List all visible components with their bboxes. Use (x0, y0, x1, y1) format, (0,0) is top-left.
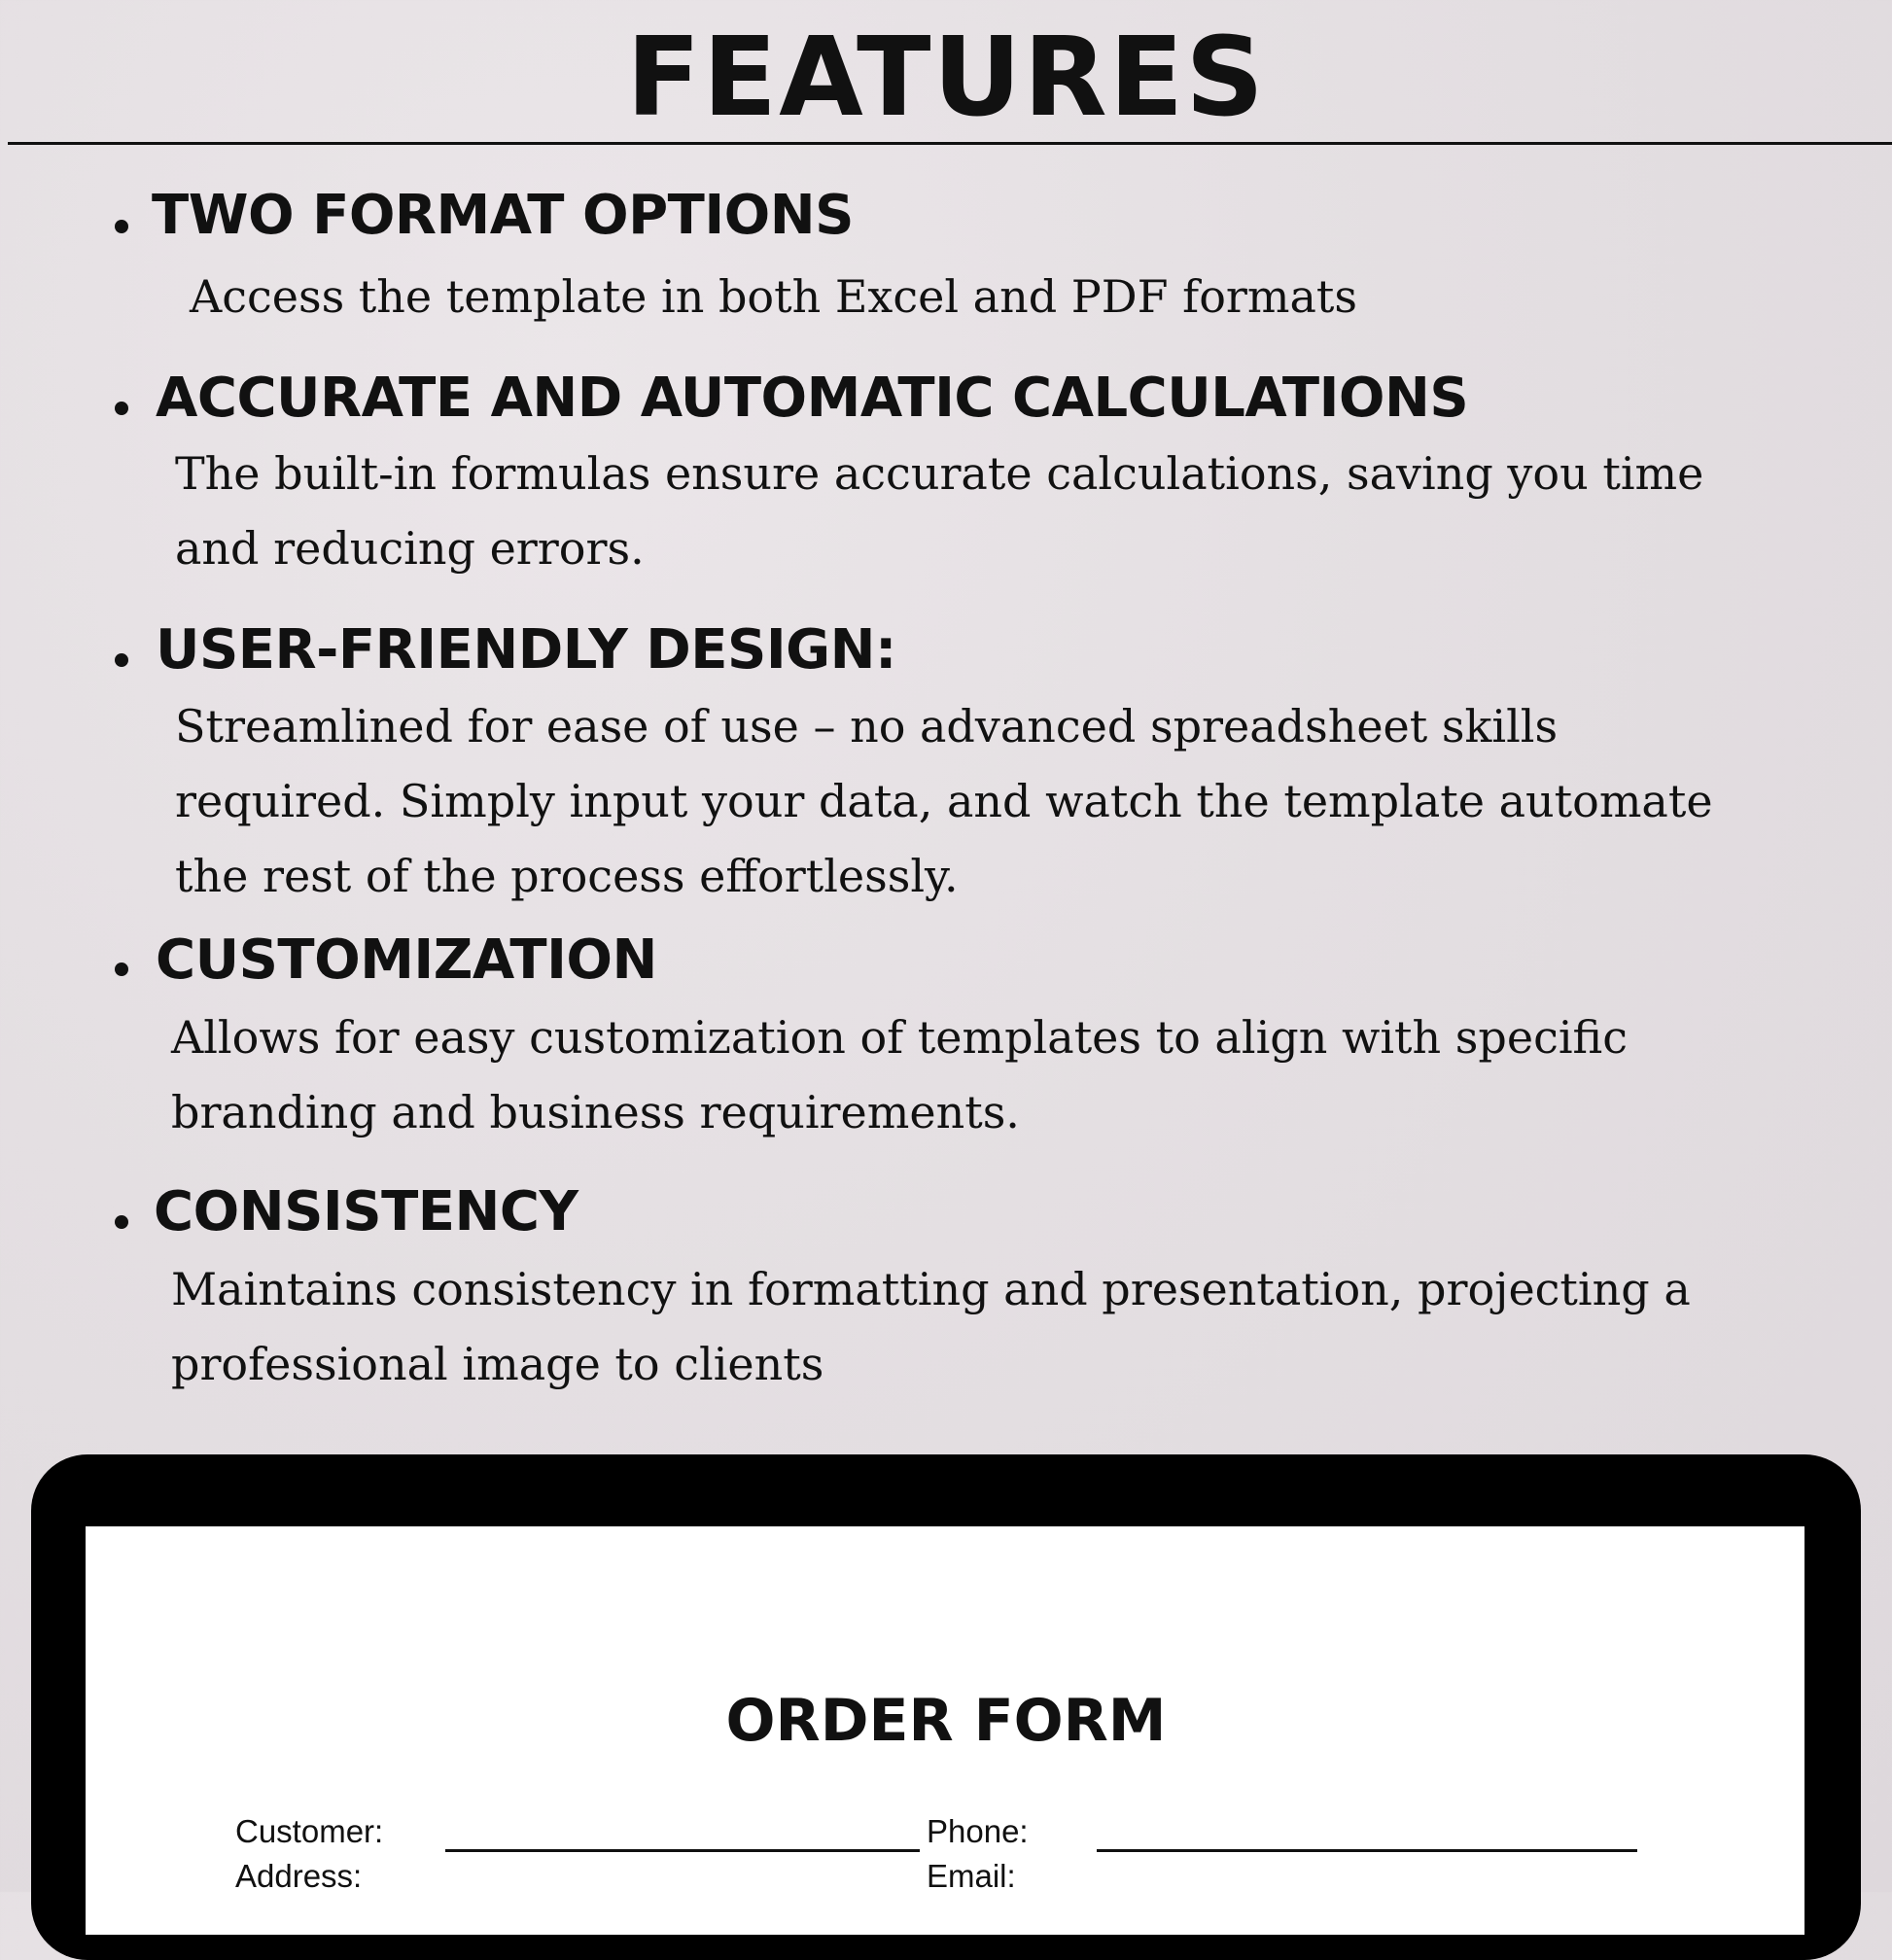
feature-heading: CONSISTENCY (154, 1180, 578, 1243)
email-label: Email: (927, 1858, 1016, 1894)
feature-description-line: The built-in formulas ensure accurate calculations, saving you time (175, 447, 1704, 500)
feature-heading: ACCURATE AND AUTOMATIC CALCULATIONS (156, 367, 1469, 430)
bullet-icon (115, 653, 128, 667)
address-label: Address: (235, 1858, 363, 1894)
feature-description-line: Allows for easy customization of templates to align with specific (171, 1011, 1628, 1064)
bullet-icon (115, 220, 128, 233)
feature-description-line: professional image to clients (171, 1338, 824, 1390)
feature-description-line: the rest of the process effortlessly. (175, 850, 959, 902)
order-form-title: ORDER FORM (725, 1687, 1167, 1755)
title-divider (8, 142, 1892, 145)
feature-heading: USER-FRIENDLY DESIGN: (156, 618, 896, 682)
feature-heading: TWO FORMAT OPTIONS (152, 184, 854, 247)
phone-label: Phone: (927, 1813, 1029, 1849)
feature-heading: CUSTOMIZATION (156, 928, 657, 992)
feature-description-line: Streamlined for ease of use – no advanced spreadsheet skills (175, 700, 1559, 752)
bullet-icon (115, 402, 128, 415)
bullet-icon (115, 1215, 128, 1229)
feature-description-line: and reducing errors. (175, 522, 645, 575)
feature-description-line: Access the template in both Excel and PDF formats (190, 270, 1358, 323)
page-title: FEATURES (626, 15, 1266, 141)
customer-label: Customer: (235, 1813, 384, 1849)
feature-description-line: required. Simply input your data, and watch the template automate (175, 775, 1713, 827)
customer-field-line (445, 1849, 920, 1852)
bullet-icon (115, 962, 128, 976)
feature-description-line: branding and business requirements. (171, 1086, 1020, 1138)
phone-field-line (1097, 1849, 1637, 1852)
feature-description-line: Maintains consistency in formatting and presentation, projecting a (171, 1263, 1691, 1315)
